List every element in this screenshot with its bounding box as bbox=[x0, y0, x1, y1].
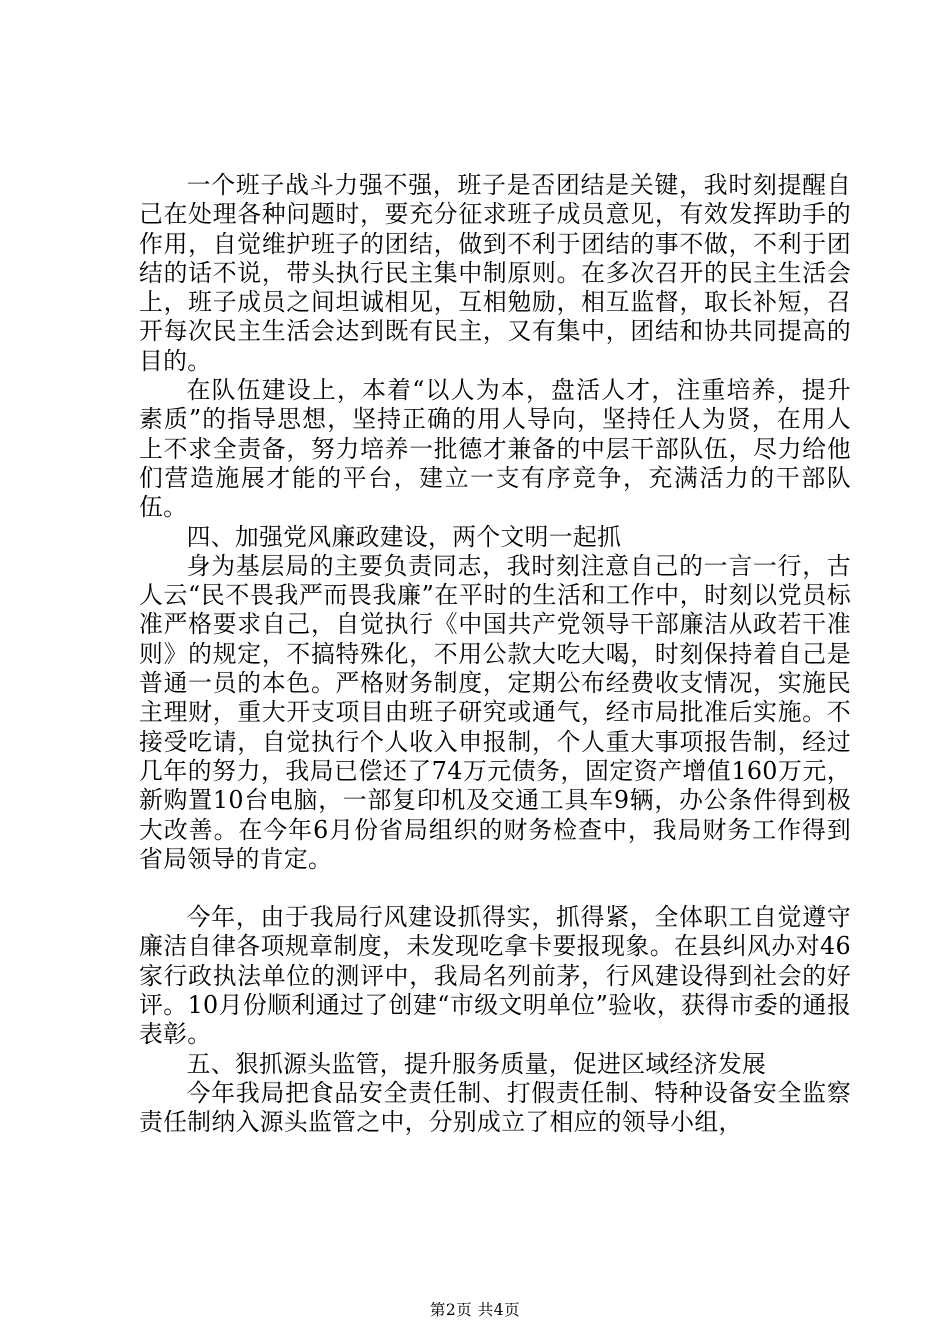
paragraph-conduct: 今年，由于我局行风建设抓得实，抓得紧，全体职工自觉遵守廉洁自律各项规章制度，未发现吃拿卡要报现象。在县纠风办对46家行政执法单位的测评中，我局名列前茅，行风建设得到社会的好评。10月份顺利通过了创建“市级文明单位”验收，获得市委的通报表彰。 bbox=[139, 903, 851, 1049]
paragraph-integrity: 身为基层局的主要负责同志，我时刻注意自己的一言一行，古人云“民不畏我严而畏我廉”在平时的生活和工作中，时刻以党员标准严格要求自己，自觉执行《中国共产党领导干部廉洁从政若干准则》的规定，不搞特殊化，不用公款大吃大喝，时刻保持着自己是普通一员的本色。严格财务制度，定期公布经费收支情况，实施民主理财，重大开支项目由班子研究或通气，经市局批准后实施。不接受吃请，自觉执行个人收入申报制，个人重大事项报告制，经过几年的努力，我局已偿还了74万元债务，固定资产增值160万元，新购置10台电脑，一部复印机及交通工具车9辆，办公条件得到极大改善。在今年6月份省局组织的财务检查中，我局财务工作得到省局领导的肯定。 bbox=[139, 551, 851, 873]
section-heading-supervision: 五、狠抓源头监管，提升服务质量，促进区域经济发展 bbox=[186, 1049, 767, 1078]
section-heading-integrity: 四、加强党风廉政建设，两个文明一起抓 bbox=[186, 522, 622, 551]
page-number-footer: 第2页 共4页 bbox=[429, 1301, 521, 1319]
document-body bbox=[139, 171, 851, 1138]
paragraph-team-unity: 一个班子战斗力强不强，班子是否团结是关键，我时刻提醒自己在处理各种问题时，要充分征求班子成员意见，有效发挥助手的作用，自觉维护班子的团结，做到不利于团结的事不做，不利于团结的话不说，带头执行民主集中制原则。在多次召开的民主生活会上，班子成员之间坦诚相见，互相勉励，相互监督，取长补短，召开每次民主生活会达到既有民主，又有集中，团结和协共同提高的目的。 bbox=[139, 171, 851, 375]
paragraph-supervision: 今年我局把食品安全责任制、打假责任制、特种设备安全监察责任制纳入源头监管之中，分别成立了相应的领导小组， bbox=[139, 1078, 851, 1137]
paragraph-team-building: 在队伍建设上，本着“以人为本，盘活人才，注重培养，提升素质”的指导思想，坚持正确的用人导向，坚持任人为贤，在用人上不求全责备，努力培养一批德才兼备的中层干部队伍，尽力给他们营造施展才能的平台，建立一支有序竞争，充满活力的干部队伍。 bbox=[139, 376, 851, 522]
